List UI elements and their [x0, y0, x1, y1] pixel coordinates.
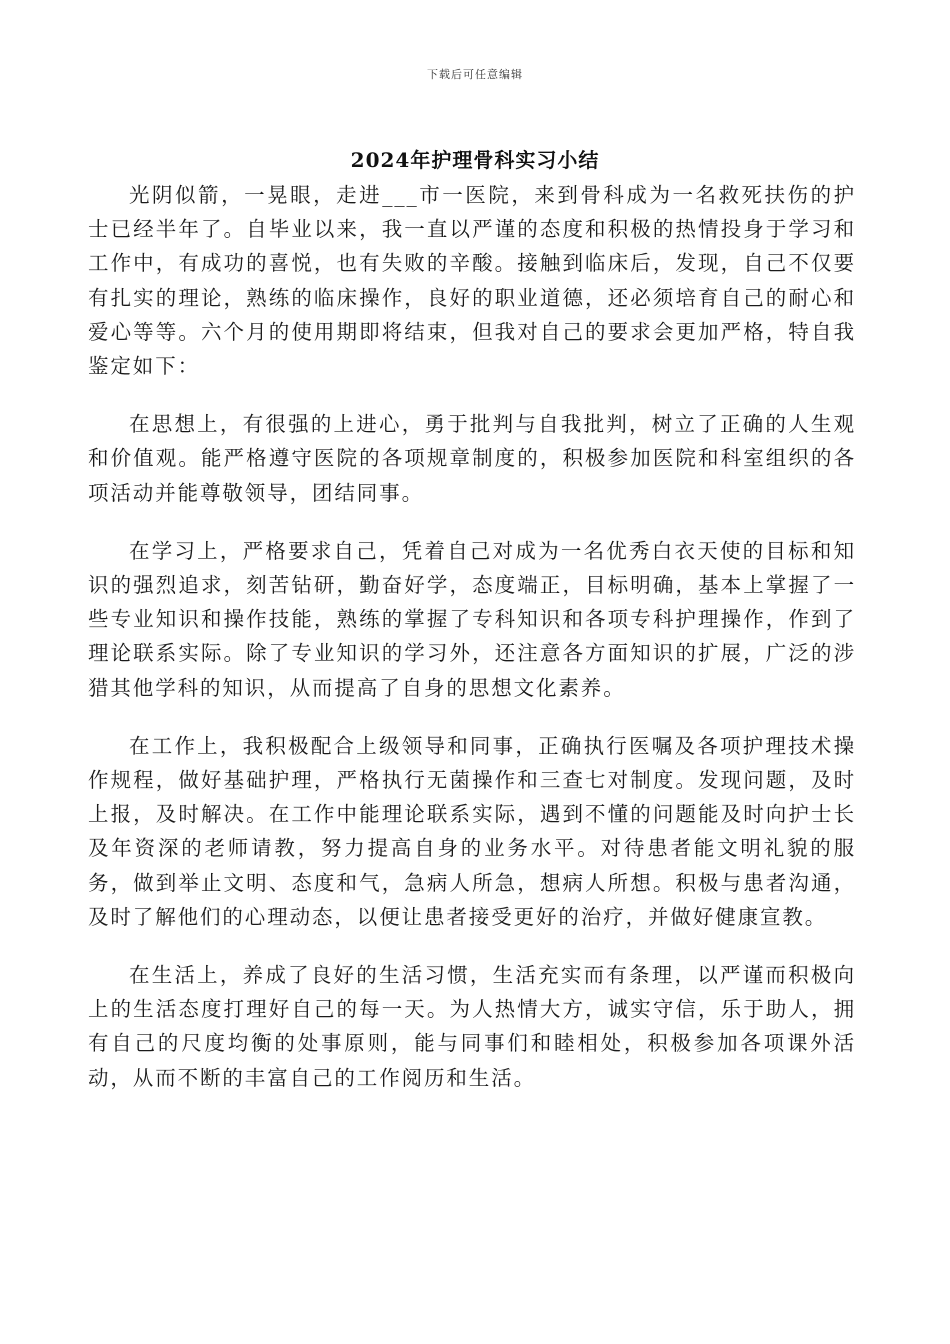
paragraph-ideology: 在思想上，有很强的上进心，勇于批判与自我批判，树立了正确的人生观和价值观。能严格遵守医院的各项规章制度的，积极参加医院和科室组织的各项活动并能尊敬领导，团结同事。 — [88, 412, 856, 505]
document-body — [88, 178, 856, 1119]
paragraph-intro: 光阴似箭，一晃眼，走进___市一医院，来到骨科成为一名救死扶伤的护士已经半年了。自毕业以来，我一直以严谨的态度和积极的热情投身于学习和工作中，有成功的喜悦，也有失败的辛酸。接触到临床后，发现，自己不仅要有扎实的理论，熟练的临床操作，良好的职业道德，还必须培育自己的耐心和爱心等等。六个月的使用期即将结束，但我对自己的要求会更加严格，特自我鉴定如下： — [88, 183, 856, 379]
paragraph-life: 在生活上，养成了良好的生活习惯，生活充实而有条理，以严谨而积极向上的生活态度打理好自己的每一天。为人热情大方，诚实守信，乐于助人，拥有自己的尺度均衡的处事原则，能与同事们和睦相处，积极参加各项课外活动，从而不断的丰富自己的工作阅历和生活。 — [88, 963, 856, 1090]
document-title: 2024年护理骨科实习小结 — [350, 148, 600, 172]
paragraph-study: 在学习上，严格要求自己，凭着自己对成为一名优秀白衣天使的目标和知识的强烈追求，刻苦钻研，勤奋好学，态度端正，目标明确，基本上掌握了一些专业知识和操作技能，熟练的掌握了专科知识和各项专科护理操作，作到了理论联系实际。除了专业知识的学习外，还注意各方面知识的扩展，广泛的涉猎其他学科的知识，从而提高了自身的思想文化素养。 — [88, 538, 856, 700]
header-note: 下载后可任意编辑 — [427, 68, 523, 81]
paragraph-work: 在工作上，我积极配合上级领导和同事，正确执行医嘱及各项护理技术操作规程，做好基础护理，严格执行无菌操作和三查七对制度。发现问题，及时上报，及时解决。在工作中能理论联系实际，遇到不懂的问题能及时向护士长及年资深的老师请教，努力提高自身的业务水平。对待患者能文明礼貌的服务，做到举止文明、态度和气，急病人所急，想病人所想。积极与患者沟通，及时了解他们的心理动态，以便让患者接受更好的治疗，并做好健康宣教。 — [88, 733, 856, 929]
